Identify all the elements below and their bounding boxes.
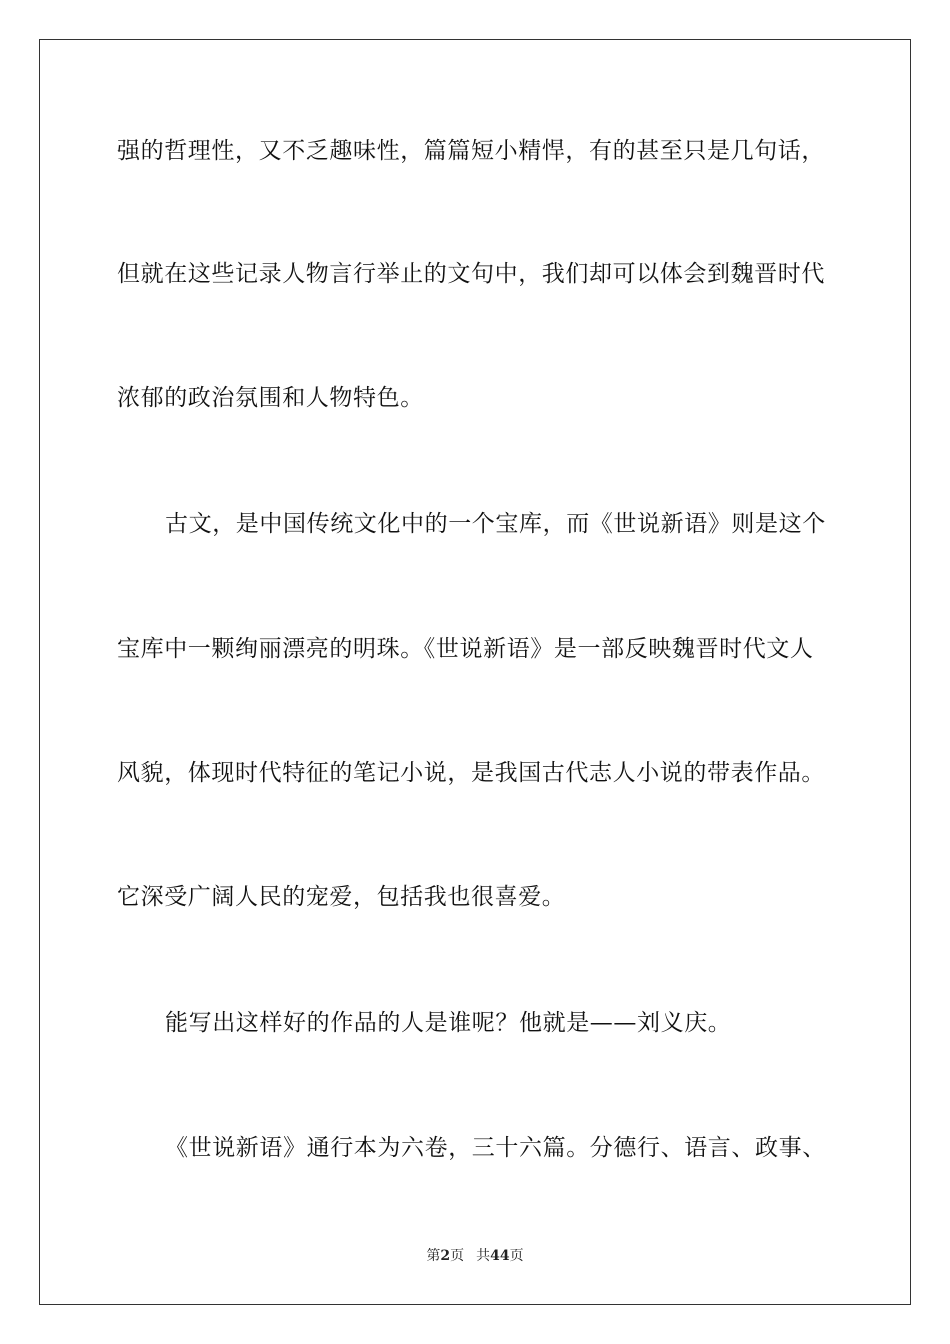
page-border	[39, 39, 911, 1305]
total-prefix: 共	[476, 1248, 491, 1264]
text-line: 但就在这些记录人物言行举止的文句中，我们却可以体会到魏晋时代	[117, 261, 825, 287]
text-line: 浓郁的政治氛围和人物特色。	[117, 385, 424, 411]
page-suffix: 页	[450, 1248, 465, 1264]
text-line: 风貌，体现时代特征的笔记小说，是我国古代志人小说的带表作品。	[117, 760, 825, 786]
total-pages: 44	[490, 1248, 510, 1264]
text-line: 宝库中一颗绚丽漂亮的明珠。《世说新语》是一部反映魏晋时代文人	[117, 636, 814, 662]
text-line: 它深受广阔人民的宠爱，包括我也很喜爱。	[117, 884, 566, 910]
page-prefix: 第	[426, 1248, 441, 1264]
paragraph-first-line: 《世说新语》通行本为六卷，三十六篇。分德行、语言、政事、	[165, 1135, 826, 1161]
paragraph-first-line: 能写出这样好的作品的人是谁呢？他就是——刘义庆。	[165, 1010, 732, 1036]
total-suffix: 页	[509, 1248, 524, 1264]
page-number: 2	[440, 1248, 451, 1264]
paragraph-first-line: 古文，是中国传统文化中的一个宝库，而《世说新语》则是这个	[165, 511, 826, 537]
page-footer	[0, 1247, 950, 1265]
text-line: 强的哲理性，又不乏趣味性，篇篇短小精悍，有的甚至只是几句话，	[117, 138, 825, 164]
